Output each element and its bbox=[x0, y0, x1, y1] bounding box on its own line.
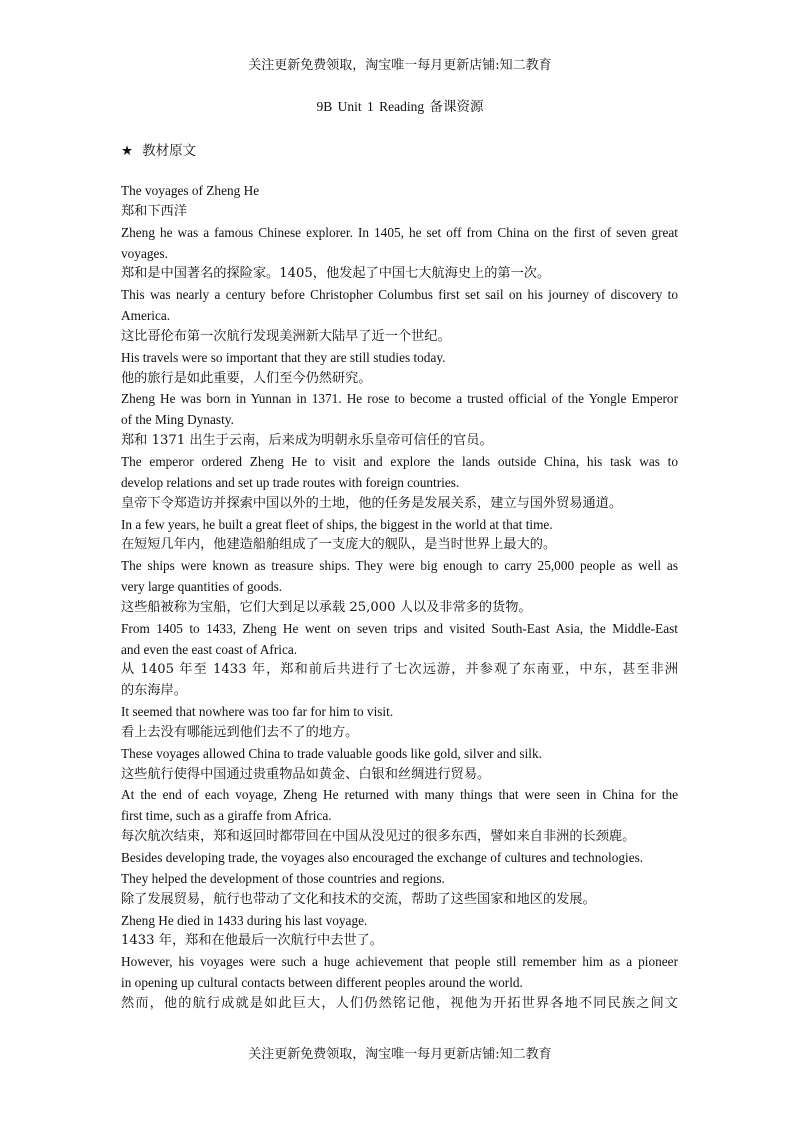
footer-note: 关注更新免费领取，淘宝唯一每月更新店铺:知二教育 bbox=[248, 1047, 552, 1062]
english-text-line: The emperor ordered Zheng He to visit and explore the lands outside China, his task was to bbox=[121, 453, 678, 469]
english-text-line: It seemed that nowhere was too far for him to visit. bbox=[121, 704, 394, 720]
chinese-text-line: 然而，他的航行成就是如此巨大，人们仍然铭记他，视他为开拓世界各地不同民族之间文 bbox=[121, 995, 678, 1011]
english-text-line: first time, such as a giraffe from Africa. bbox=[121, 808, 332, 824]
english-text-line: America. bbox=[121, 308, 171, 324]
english-text-line: From 1405 to 1433, Zheng He went on seven trips and visited South-East Asia, the Middle-East bbox=[121, 620, 678, 636]
english-text-line: develop relations and set up trade routes with foreign countries. bbox=[121, 474, 460, 490]
chinese-text-line: 郑和 1371 出生于云南，后来成为明朝永乐皇帝可信任的官员。 bbox=[121, 433, 493, 449]
english-text-line: Zheng he was a famous Chinese explorer. In 1405, he set off from China on the first of seven great bbox=[121, 224, 678, 240]
chinese-text-line: 从 1405 年至 1433 年，郑和前后共进行了七次远游，并参观了东南亚，中东，甚至非洲 bbox=[121, 662, 678, 678]
english-text-line: The ships were known as treasure ships. They were big enough to carry 25,000 people as well as bbox=[121, 558, 678, 574]
english-text-line: However, his voyages were such a huge achievement that people still remember him as a pioneer bbox=[121, 954, 678, 970]
english-text-line: Zheng He died in 1433 during his last voyage. bbox=[121, 912, 368, 928]
english-text-line: His travels were so important that they are still studies today. bbox=[121, 349, 446, 365]
english-text-line: They helped the development of those countries and regions. bbox=[121, 870, 445, 886]
english-text-line: At the end of each voyage, Zheng He returned with many things that were seen in China for the bbox=[121, 787, 678, 803]
english-text-line: This was nearly a century before Christopher Columbus first set sail on his journey of discovery to bbox=[121, 287, 678, 303]
english-text-line: in opening up cultural contacts between different peoples around the world. bbox=[121, 975, 523, 991]
chinese-text-line: 这些船被称为宝船，它们大到足以承载 25,000 人以及非常多的货物。 bbox=[121, 599, 532, 615]
chinese-text-line: 皇帝下令郑造访并探索中国以外的土地，他的任务是发展关系，建立与国外贸易通道。 bbox=[121, 495, 623, 511]
header-note: 关注更新免费领取，淘宝唯一每月更新店铺:知二教育 bbox=[248, 58, 552, 73]
english-text-line: very large quantities of goods. bbox=[121, 579, 283, 595]
chinese-text-line: 除了发展贸易，航行也带动了文化和技术的交流，帮助了这些国家和地区的发展。 bbox=[121, 891, 596, 907]
chinese-text-line: 每次航次结束，郑和返回时都带回在中国从没见过的很多东西，譬如来自非洲的长颈鹿。 bbox=[121, 829, 636, 845]
english-text-line: In a few years, he built a great fleet of ships, the biggest in the world at that time. bbox=[121, 516, 553, 532]
english-text-line: These voyages allowed China to trade valuable goods like gold, silver and silk. bbox=[121, 745, 542, 761]
text-body bbox=[121, 181, 678, 1015]
document-title: 9B Unit 1 Reading 备课资源 bbox=[316, 99, 484, 114]
chinese-text-line: 郑和下西洋 bbox=[121, 203, 187, 219]
chinese-text-line: 的东海岸。 bbox=[121, 683, 187, 699]
english-text-line: voyages. bbox=[121, 245, 168, 261]
section-heading bbox=[121, 141, 196, 161]
english-text-line: and even the east coast of Africa. bbox=[121, 641, 298, 657]
chinese-text-line: 看上去没有哪能远到他们去不了的地方。 bbox=[121, 724, 359, 740]
chinese-text-line: 这比哥伦布第一次航行发现美洲新大陆早了近一个世纪。 bbox=[121, 328, 451, 344]
english-text-line: of the Ming Dynasty. bbox=[121, 412, 234, 428]
english-text-line: Besides developing trade, the voyages also encouraged the exchange of cultures and technologies. bbox=[121, 850, 644, 865]
section-heading-label: 教材原文 bbox=[142, 143, 197, 159]
english-text-line: Zheng He was born in Yunnan in 1371. He rose to become a trusted official of the Yongle Emperor bbox=[121, 391, 678, 407]
star-icon: ★ bbox=[121, 143, 134, 159]
chinese-text-line: 他的旅行是如此重要，人们至今仍然研究。 bbox=[121, 370, 372, 386]
chinese-text-line: 这些航行使得中国通过贵重物品如黄金、白银和丝绸进行贸易。 bbox=[121, 766, 491, 782]
chinese-text-line: 1433 年，郑和在他最后一次航行中去世了。 bbox=[121, 933, 383, 949]
chinese-text-line: 在短短几年内，他建造船舶组成了一支庞大的舰队，是当时世界上最大的。 bbox=[121, 537, 557, 553]
chinese-text-line: 郑和是中国著名的探险家。1405，他发起了中国七大航海史上的第一次。 bbox=[121, 266, 551, 282]
english-text-line: The voyages of Zheng He bbox=[121, 183, 260, 198]
